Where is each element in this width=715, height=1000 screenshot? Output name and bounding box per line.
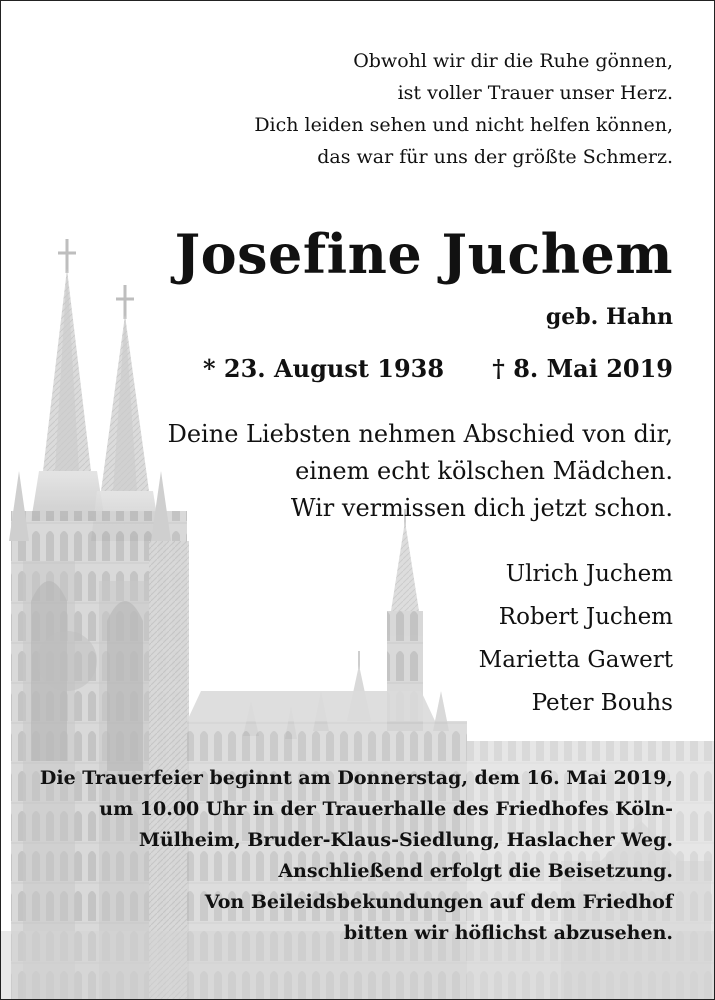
poem-line: das war für uns der größte Schmerz. — [317, 146, 673, 168]
notice-line: Mülheim, Bruder-Klaus-Siedlung, Haslacher Weg. — [138, 829, 673, 851]
death-date: † 8. Mai 2019 — [492, 354, 673, 383]
notice-line: Die Trauerfeier beginnt am Donnerstag, dem 16. Mai 2019, — [39, 767, 673, 789]
notice-content — [1, 1, 714, 999]
farewell-message — [168, 416, 673, 527]
birth-name: geb. Hahn — [545, 304, 673, 330]
notice-line: Von Beileidsbekundungen auf dem Friedhof — [204, 891, 673, 913]
life-dates — [203, 351, 673, 387]
message-line: einem echt kölschen Mädchen. — [295, 457, 673, 485]
mourner-name: Peter Bouhs — [531, 690, 673, 716]
notice-line: bitten wir höflichst abzusehen. — [343, 922, 673, 944]
message-line: Deine Liebsten nehmen Abschied von dir, — [167, 420, 673, 448]
mourner-name: Marietta Gawert — [478, 647, 673, 673]
deceased-name: Josefine Juchem — [174, 222, 673, 286]
funeral-notice — [40, 763, 673, 949]
notice-line: um 10.00 Uhr in der Trauerhalle des Friedhofes Köln- — [99, 798, 673, 820]
poem-line: ist voller Trauer unser Herz. — [397, 82, 673, 104]
message-line: Wir vermissen dich jetzt schon. — [290, 494, 673, 522]
notice-line: Anschließend erfolgt die Beisetzung. — [278, 860, 673, 882]
mourner-name: Robert Juchem — [498, 604, 673, 630]
poem-line: Obwohl wir dir die Ruhe gönnen, — [353, 50, 673, 72]
birth-date: * 23. August 1938 — [203, 354, 445, 383]
poem — [254, 45, 673, 173]
mourners-list — [479, 553, 673, 725]
mourner-name: Ulrich Juchem — [505, 561, 673, 587]
poem-line: Dich leiden sehen und nicht helfen können, — [254, 114, 673, 136]
